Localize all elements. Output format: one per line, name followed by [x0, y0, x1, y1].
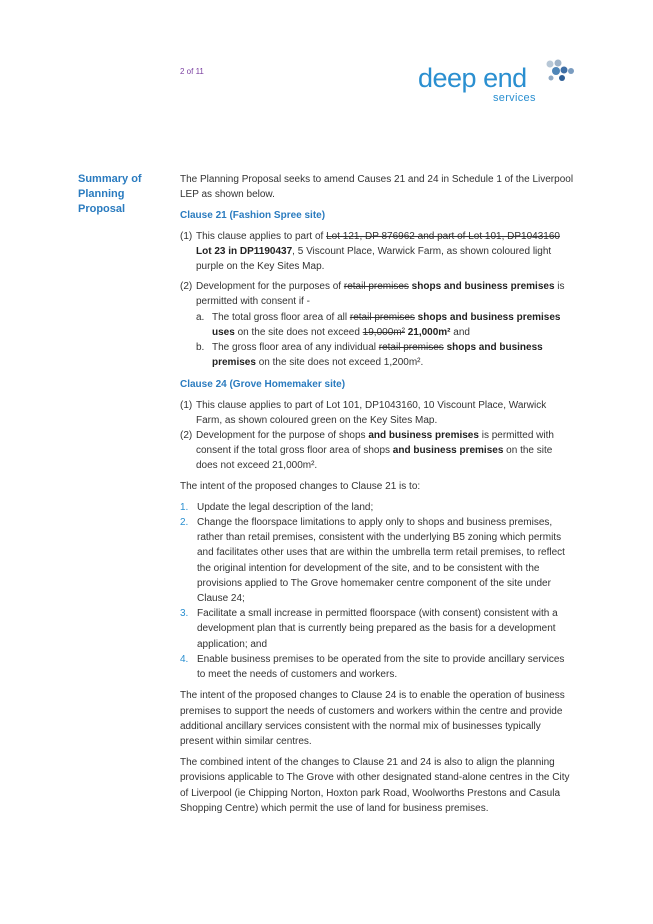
- item-text: Development for the purposes of: [196, 281, 344, 293]
- item-text: on the site does not exceed 1,200m².: [255, 357, 424, 369]
- clause21-item-2: [180, 279, 575, 309]
- section-side-heading: Summary of Planning Proposal: [78, 173, 142, 215]
- item-number: (2): [180, 430, 193, 442]
- item-text: on the site does not exceed 21,000m².: [196, 445, 553, 472]
- inserted-text: 21,000m²: [404, 326, 451, 338]
- item-text: This clause applies to part of Lot 101, DP1043160, 10 Viscount Place, Warwick Farm, as shown coloured green on the Key Sites Map.: [196, 399, 547, 426]
- item-text: The gross floor area of any individual: [212, 342, 379, 354]
- list-text: Enable business premises to be operated from the site to provide ancillary services to meet the needs of customers and workers.: [197, 653, 565, 681]
- list-number: 4.: [180, 653, 189, 665]
- inserted-text: shops and business premises: [408, 281, 555, 293]
- logo-dots-icon: [542, 58, 578, 86]
- list-number: 3.: [180, 608, 189, 620]
- item-text: This clause applies to part of: [196, 230, 327, 242]
- list-text: Update the legal description of the land;: [197, 501, 374, 513]
- deleted-text: retail premises: [343, 281, 409, 293]
- list-item: [180, 606, 575, 652]
- clause21-sub-a: [196, 310, 575, 340]
- combined-intent-paragraph: The combined intent of the changes to Clause 21 and 24 is also to align the planning provisions applicable to The Grove with other designated stand-alone centres in the City of Liverpool (ie Chipping Norton, Hoxton park Road, Woolworths Prestons and Casula Shopping Centre) which permit the use of land for business premises.: [180, 757, 570, 814]
- list-item: [180, 652, 575, 682]
- item-text: Development for the purpose of shops: [196, 430, 369, 442]
- clause21-sublist: [196, 310, 575, 371]
- intent24-paragraph: The intent of the proposed changes to Clause 24 is to enable the operation of business premises to support the needs of customers and workers within the centre and provide additional ancillary services consistent with the normal mix of businesses typically present within similar centres.: [180, 690, 565, 747]
- inserted-text: and business premises: [392, 445, 504, 457]
- item-text: The total gross floor area of all: [212, 311, 350, 323]
- page-number: 2 of 11: [180, 67, 204, 76]
- intent21-lead: The intent of the proposed changes to Clause 21 is to:: [180, 480, 421, 492]
- list-number: 2.: [180, 517, 189, 529]
- item-text: on the site does not exceed: [234, 326, 363, 338]
- deleted-text: 19,000m²: [362, 326, 405, 338]
- company-logo: [418, 58, 578, 110]
- intro-paragraph: The Planning Proposal seeks to amend Causes 21 and 24 in Schedule 1 of the Liverpool LEP as shown below.: [180, 174, 574, 201]
- clause24-item-2: [180, 428, 575, 474]
- item-number: (2): [180, 281, 193, 293]
- deleted-text: Lot 121, DP 876962 and part of Lot 101, DP1043160: [326, 230, 560, 242]
- list-item: [180, 500, 575, 515]
- deleted-text: retail premises: [378, 342, 444, 354]
- item-number: (1): [180, 399, 193, 411]
- clause21-item-1: [180, 229, 575, 275]
- inserted-text: and business premises: [368, 430, 479, 442]
- item-text: and: [450, 326, 470, 338]
- inserted-text: Lot 23 in DP1190437: [196, 245, 293, 257]
- list-text: Facilitate a small increase in permitted floorspace (with consent) consistent with a development plan that is currently being prepared as the basis for a development application; and: [197, 608, 558, 650]
- main-content: [180, 172, 575, 822]
- item-text: is permitted with consent if the total gross floor area of shops: [196, 430, 554, 457]
- clause21-heading: Clause 21 (Fashion Spree site): [180, 210, 326, 222]
- item-text: , 5 Viscount Place, Warwick Farm, as shown coloured light purple on the Key Sites Map.: [196, 245, 552, 273]
- list-text: Change the floorspace limitations to apply only to shops and business premises, rather than retail premises, consistent with the underlying B5 zoning which permits and facilitates other uses that are within the umbrella term retail premises, to reflect the original intention for development of the site, and to be consistent with the provisions applied to The Grove homemaker centre component of the site under Clause 24;: [197, 517, 565, 605]
- clause24-heading: Clause 24 (Grove Homemaker site): [180, 379, 346, 391]
- clause24-item-1: [180, 398, 575, 428]
- item-letter: a.: [196, 311, 205, 323]
- clause21-sub-b: [196, 340, 575, 370]
- logo-subtitle: services: [493, 92, 536, 104]
- list-number: 1.: [180, 501, 189, 513]
- item-number: (1): [180, 230, 193, 242]
- logo-wordmark: deep end: [418, 63, 527, 93]
- list-item: [180, 515, 575, 606]
- item-letter: b.: [196, 342, 205, 354]
- inserted-text: shops and business premises uses: [212, 311, 561, 338]
- item-text: is permitted with consent if -: [196, 281, 565, 308]
- deleted-text: retail premises: [349, 311, 415, 323]
- inserted-text: shops and business premises: [212, 342, 543, 369]
- intent21-list: [180, 500, 575, 682]
